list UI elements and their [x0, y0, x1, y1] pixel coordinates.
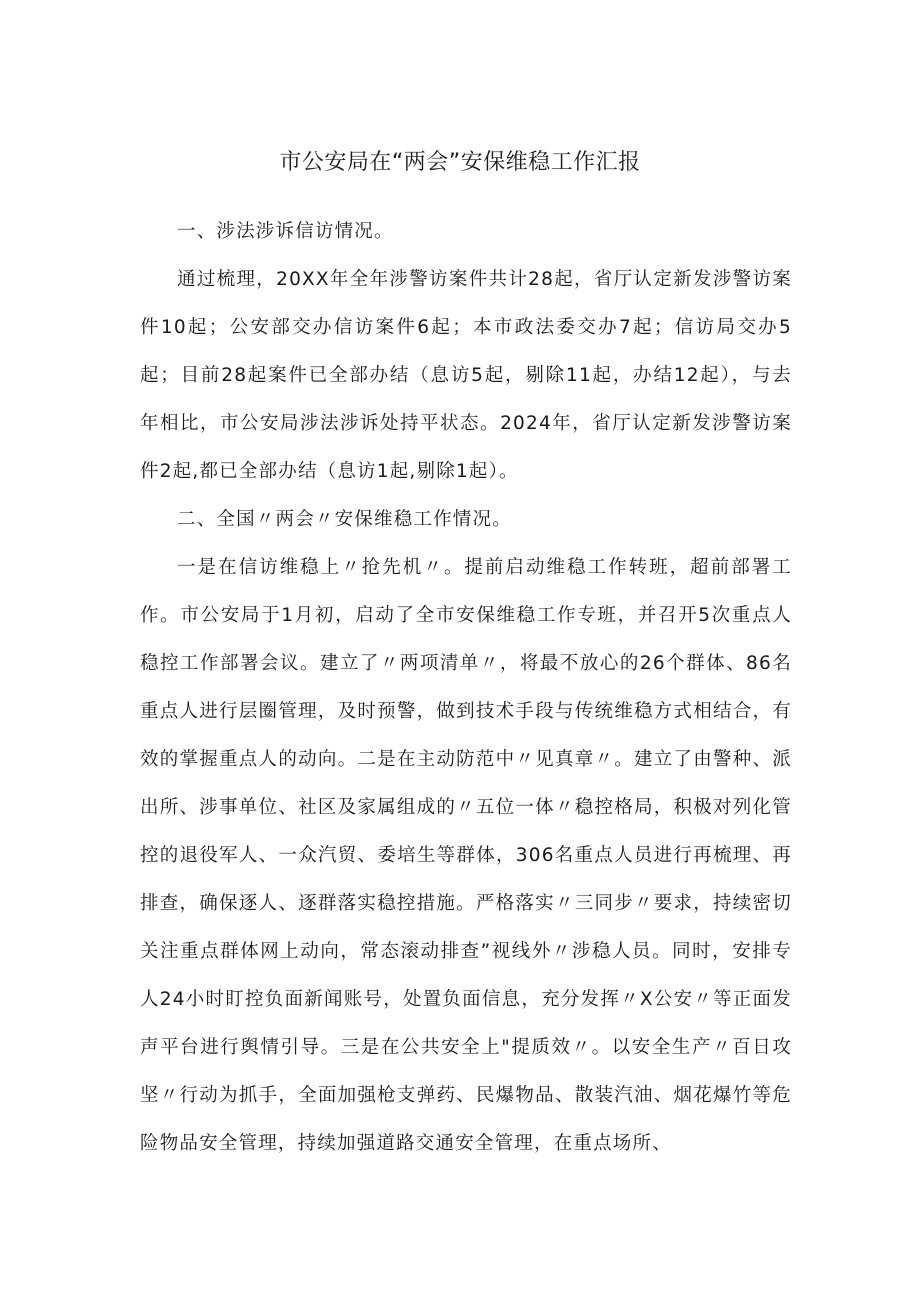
document-body	[140, 208, 792, 1168]
section-heading-2: 二、全国〃两会〃安保维稳工作情况。	[177, 509, 512, 530]
section-heading-1: 一、涉法涉诉信访情况。	[177, 221, 394, 242]
body-paragraph: 一是在信访维稳上〃抢先机〃。提前启动维稳工作转班，超前部署工作。市公安局于1月初，启动了全市安保维稳工作专班，并召开5次重点人稳控工作部署会议。建立了〃两项清单〃，将最不放心的26个群体、86名重点人进行层圈管理，及时预警，做到技术手段与传统维稳方式相结合，有效的掌握重点人的动向。二是在主动防范中〃见真章〃。建立了由警种、派出所、涉事单位、社区及家属组成的〃五位一体〃稳控格局，积极对列化管控的退役军人、一众汽贸、委培生等群体，306名重点人员进行再梳理、再排查，确保逐人、逐群落实稳控措施。严格落实〃三同步〃要求，持续密切关注重点群体网上动向，常态滚动排查”视线外〃涉稳人员。同时，安排专人24小时盯控负面新闻账号，处置负面信息，充分发挥〃X公安〃等正面发声平台进行舆情引导。三是在公共安全上"提质效〃。以安全生产〃百日攻坚〃行动为抓手，全面加强枪支弹药、民爆物品、散装汽油、烟花爆竹等危险物品安全管理，持续加强道路交通安全管理，在重点场所、	[140, 557, 792, 1154]
body-paragraph: 通过梳理，20XX年全年涉警访案件共计28起，省厅认定新发涉警访案件10起；公安部交办信访案件6起；本市政法委交办7起；信访局交办5起；目前28起案件已全部办结（息访5起，剔除11起，办结12起），与去年相比，市公安局涉法涉诉处持平状态。2024年，省厅认定新发涉警访案件2起,都已全部办结（息访1起,剔除1起）。	[140, 269, 792, 482]
document-title: 市公安局在“两会”安保维稳工作汇报	[279, 150, 641, 175]
